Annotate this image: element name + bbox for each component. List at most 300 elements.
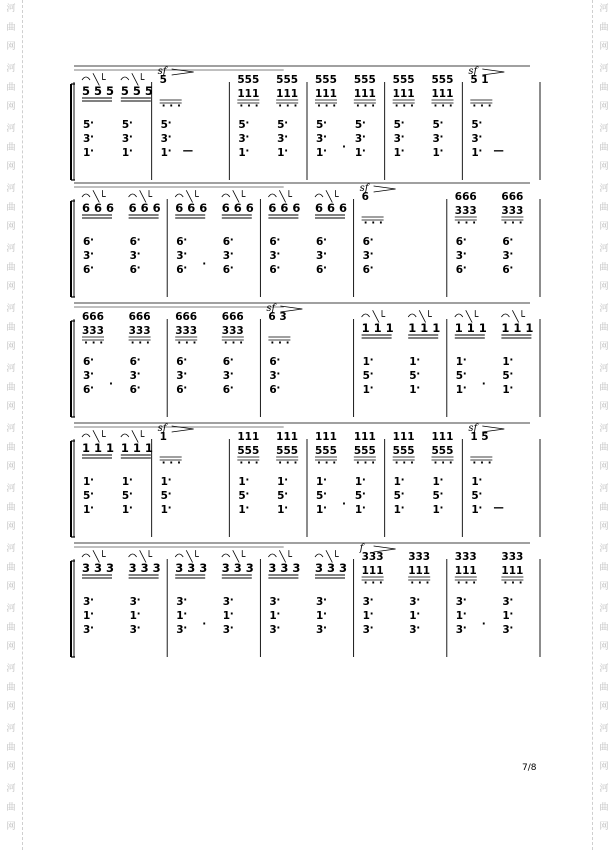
octave-dot: · — [90, 608, 94, 620]
octave-dots: · · · — [433, 100, 453, 112]
dash-mark: — — [493, 502, 504, 514]
lower-note: 5 — [160, 119, 168, 131]
watermark-char: 网 — [6, 162, 16, 172]
slur-mark — [268, 554, 276, 557]
octave-dot: · — [245, 131, 250, 143]
octave-dot: · — [400, 502, 405, 514]
octave-dot: · — [361, 145, 366, 157]
watermark-char: 网 — [6, 822, 16, 832]
lower-note: 3 — [83, 133, 91, 145]
octave-dot: · — [90, 368, 94, 380]
lower-note: 1 — [277, 147, 285, 159]
lower-note: 6 — [455, 264, 464, 276]
lower-note: 3 — [316, 624, 324, 636]
lower-note: 1 — [238, 147, 246, 159]
octave-dot: · — [90, 594, 94, 606]
lower-note: 3 — [83, 370, 91, 382]
lower-note: 1 — [83, 147, 91, 159]
lower-note: 3 — [129, 624, 137, 636]
watermark-char: 曲 — [6, 143, 16, 153]
octave-dot: · — [323, 608, 327, 620]
octave-dot: · — [462, 248, 467, 260]
lower-note: 1 — [502, 384, 510, 396]
rest-dot: · — [202, 618, 207, 630]
lower-note: 3 — [455, 624, 464, 636]
lower-note: 1 — [362, 356, 370, 368]
octave-dot: · — [323, 622, 327, 634]
lower-note: 3 — [222, 370, 231, 382]
octave-dot: · — [369, 354, 374, 366]
lower-note: 6 — [502, 236, 510, 248]
slur-mark — [175, 554, 183, 557]
lower-note: 1 — [238, 476, 246, 488]
octave-dots: · · · — [239, 100, 259, 112]
octave-dots: · · · — [433, 457, 453, 469]
octave-dot: · — [400, 145, 405, 157]
lower-note: 3 — [222, 250, 231, 262]
upper-note-group-top: 333 — [361, 551, 384, 563]
watermark-char: 网 — [599, 702, 609, 712]
lower-note: 6 — [362, 236, 370, 248]
octave-dot: · — [183, 234, 188, 246]
lower-note: 6 — [83, 356, 91, 368]
rest-dot: · — [202, 258, 207, 270]
octave-dot: · — [284, 502, 289, 514]
octave-dot: · — [478, 145, 483, 157]
watermark-char: 曲 — [599, 263, 609, 273]
octave-dot: · — [439, 488, 444, 500]
watermark-char: 曲 — [6, 803, 16, 813]
lower-note: 3 — [362, 624, 370, 636]
lower-note: 1 — [269, 610, 277, 622]
upper-note-group-top: 1 5 — [470, 431, 489, 443]
octave-dot: · — [136, 354, 141, 366]
octave-dot: · — [136, 262, 141, 274]
octave-dot: · — [416, 368, 421, 380]
watermark-char: 网 — [599, 342, 609, 352]
slur-mark — [222, 194, 230, 197]
watermark-char: 曲 — [599, 563, 609, 573]
watermark-char: 河 — [599, 544, 609, 554]
upper-note-group-top: 666 — [501, 191, 524, 203]
lower-note: 3 — [83, 596, 91, 608]
accent-mark: ╲└ — [131, 74, 145, 86]
watermark-char: 河 — [599, 664, 609, 674]
lower-note: 1 — [393, 504, 401, 516]
upper-note-triplet: 6 6 6 — [221, 201, 254, 215]
octave-dot: · — [183, 608, 188, 620]
watermark-char: 网 — [599, 222, 609, 232]
slur-mark — [129, 194, 137, 197]
watermark-char: 曲 — [599, 503, 609, 513]
octave-dot: · — [509, 622, 514, 634]
upper-note-group-bottom: 111 — [237, 88, 260, 100]
octave-dots: · · · — [278, 100, 298, 112]
decrescendo-hairpin — [374, 186, 396, 192]
watermark-char: 曲 — [6, 23, 16, 33]
watermark-char: 河 — [599, 364, 609, 374]
octave-dot: · — [245, 488, 250, 500]
lower-note: 6 — [129, 384, 137, 396]
upper-note-triplet: 3 3 3 — [175, 561, 208, 575]
upper-note-group-bottom: 333 — [128, 325, 151, 337]
upper-note-triplet: 5 5 5 — [82, 84, 115, 98]
accent-mark: ╲└ — [326, 191, 339, 203]
lower-note: 3 — [129, 596, 137, 608]
accent-mark: ╲└ — [139, 551, 153, 563]
octave-dot: · — [323, 594, 327, 606]
octave-dot: · — [416, 608, 421, 620]
octave-dots: · · · — [84, 337, 104, 349]
accent-mark: ╲└ — [465, 311, 479, 323]
lower-note: 1 — [176, 610, 184, 622]
watermark-char: 网 — [6, 222, 16, 232]
upper-note-triplet: 1 1 1 — [454, 321, 487, 335]
octave-dot: · — [90, 234, 94, 246]
octave-dots: · · · — [503, 577, 523, 589]
lower-note: 6 — [176, 384, 184, 396]
slur-mark — [408, 314, 416, 317]
octave-dot: · — [229, 594, 234, 606]
upper-note-group-bottom: 333 — [221, 325, 244, 337]
accent-mark: ╲└ — [419, 311, 432, 323]
upper-note-triplet: 1 1 1 — [120, 441, 153, 455]
upper-note-group-bottom: 333 — [82, 325, 104, 337]
octave-dot: · — [128, 131, 133, 143]
dynamic-mark: f — [359, 543, 364, 554]
upper-note-group-bottom: 111 — [353, 88, 376, 100]
octave-dot: · — [361, 131, 366, 143]
octave-dot: · — [361, 488, 366, 500]
watermark-char: 曲 — [6, 563, 16, 573]
octave-dot: · — [416, 354, 421, 366]
lower-note: 1 — [316, 504, 324, 516]
lower-note: 3 — [362, 596, 370, 608]
lower-note: 3 — [83, 624, 91, 636]
accent-mark: ╲└ — [186, 191, 199, 203]
octave-dot: · — [323, 488, 327, 500]
watermark-char: 曲 — [599, 323, 609, 333]
octave-dot: · — [183, 354, 188, 366]
lower-note: 3 — [455, 596, 464, 608]
octave-dot: · — [183, 594, 188, 606]
lower-note: 5 — [121, 119, 130, 131]
octave-dot: · — [276, 354, 281, 366]
watermark-char: 曲 — [599, 803, 609, 813]
lower-note: 3 — [409, 624, 417, 636]
watermark-char: 河 — [599, 64, 609, 74]
octave-dot: · — [439, 117, 444, 129]
dynamic-mark: sf — [359, 183, 369, 194]
octave-dot: · — [478, 502, 483, 514]
octave-dot: · — [416, 622, 421, 634]
upper-note-group-top: 555 — [353, 74, 376, 86]
lower-note: 6 — [269, 264, 277, 276]
accent-mark: ╲└ — [93, 74, 106, 86]
upper-note-group-bottom: 555 — [431, 445, 454, 457]
watermark-char: 河 — [6, 724, 16, 734]
octave-dot: · — [276, 262, 281, 274]
octave-dot: · — [245, 502, 250, 514]
upper-note-group-top: 333 — [501, 551, 524, 563]
octave-dots: · · · — [270, 337, 290, 349]
upper-note-triplet: 3 3 3 — [82, 561, 115, 575]
lower-note: 5 — [471, 119, 479, 131]
lower-note: 3 — [432, 133, 440, 145]
octave-dot: · — [323, 145, 327, 157]
watermark-char: 河 — [6, 304, 16, 314]
lower-note: 6 — [316, 236, 324, 248]
slur-mark — [222, 554, 230, 557]
lower-note: 3 — [316, 250, 324, 262]
octave-dot: · — [478, 474, 483, 486]
upper-note-group-bottom: 111 — [454, 565, 477, 577]
octave-dot: · — [245, 474, 250, 486]
watermark-char: 河 — [6, 664, 16, 674]
watermark-char: 网 — [599, 282, 609, 292]
octave-dot: · — [509, 608, 514, 620]
watermark-char: 网 — [6, 582, 16, 592]
lower-note: 5 — [502, 370, 510, 382]
lower-note: 5 — [393, 490, 401, 502]
lower-note: 6 — [176, 264, 184, 276]
octave-dots: · · · — [317, 457, 337, 469]
lower-note: 1 — [455, 384, 464, 396]
watermark-char: 网 — [599, 42, 609, 52]
lower-note: 1 — [160, 504, 168, 516]
watermark-char: 曲 — [6, 383, 16, 393]
watermark-char: 曲 — [599, 743, 609, 753]
watermark-char: 河 — [599, 604, 609, 614]
upper-note-group-top: 555 — [276, 74, 299, 86]
accent-mark: ╲└ — [93, 551, 106, 563]
upper-note-group-top: 555 — [392, 74, 415, 86]
octave-dot: · — [229, 354, 234, 366]
octave-dot: · — [167, 488, 172, 500]
octave-dot: · — [90, 354, 94, 366]
lower-note: 3 — [455, 250, 464, 262]
octave-dot: · — [369, 622, 374, 634]
octave-dot: · — [509, 248, 514, 260]
watermark-char: 曲 — [6, 743, 16, 753]
upper-note-group-bottom: 555 — [237, 445, 260, 457]
lower-note: 1 — [362, 384, 370, 396]
upper-note-triplet: 6 6 6 — [315, 201, 348, 215]
watermark-char: 网 — [6, 462, 16, 472]
octave-dot: · — [90, 117, 94, 129]
lower-note: 3 — [269, 250, 277, 262]
lower-note: 3 — [269, 624, 277, 636]
watermark-char: 曲 — [6, 443, 16, 453]
lower-note: 1 — [432, 476, 440, 488]
lower-note: 3 — [471, 133, 479, 145]
octave-dot: · — [439, 502, 444, 514]
lower-note: 3 — [83, 250, 91, 262]
octave-dot: · — [462, 594, 467, 606]
watermark-char: 网 — [599, 102, 609, 112]
octave-dot: · — [323, 248, 327, 260]
octave-dot: · — [90, 382, 94, 394]
upper-note-group-top: 5 1 — [470, 74, 489, 86]
octave-dots: · · · — [355, 457, 376, 469]
watermark-char: 曲 — [599, 623, 609, 633]
octave-dot: · — [183, 622, 188, 634]
lower-note: 6 — [83, 236, 91, 248]
slur-mark — [175, 194, 183, 197]
octave-dot: · — [439, 131, 444, 143]
octave-dot: · — [90, 131, 94, 143]
upper-note-group-top: 111 — [431, 431, 454, 443]
watermark-char: 河 — [6, 424, 16, 434]
octave-dot: · — [323, 117, 327, 129]
octave-dot: · — [478, 488, 483, 500]
lower-note: 1 — [222, 610, 231, 622]
lower-note: 1 — [129, 610, 137, 622]
rest-dot: · — [342, 141, 346, 153]
octave-dot: · — [276, 248, 281, 260]
octave-dot: · — [509, 354, 514, 366]
lower-note: 6 — [362, 264, 370, 276]
lower-note: 5 — [277, 490, 285, 502]
watermark-char: 河 — [599, 304, 609, 314]
octave-dot: · — [509, 262, 514, 274]
octave-dot: · — [90, 488, 94, 500]
accent-mark: ╲└ — [232, 191, 246, 203]
lower-note: 1 — [354, 504, 363, 516]
octave-dots: · · · — [239, 457, 259, 469]
watermark-char: 河 — [6, 484, 16, 494]
watermark-char: 河 — [6, 124, 16, 134]
upper-note-triplet: 1 1 1 — [408, 321, 441, 335]
watermark-char: 曲 — [6, 623, 16, 633]
lower-note: 5 — [316, 119, 324, 131]
lower-note: 1 — [502, 610, 510, 622]
slur-mark — [121, 77, 129, 80]
upper-note-group-bottom: 555 — [315, 445, 337, 457]
octave-dot: · — [245, 117, 250, 129]
octave-dot: · — [509, 368, 514, 380]
watermark-char: 曲 — [6, 323, 16, 333]
upper-note-group-top: 111 — [353, 431, 376, 443]
lower-note: 3 — [269, 370, 277, 382]
octave-dot: · — [128, 145, 133, 157]
upper-note-group-top: 333 — [454, 551, 477, 563]
accent-mark: ╲└ — [139, 191, 153, 203]
octave-dot: · — [400, 474, 405, 486]
octave-dots: · · · — [363, 577, 383, 589]
octave-dots: · · · — [456, 577, 477, 589]
upper-note-triplet: 1 1 1 — [501, 321, 534, 335]
upper-note-group-bottom: 111 — [361, 565, 384, 577]
octave-dot: · — [284, 474, 289, 486]
octave-dot: · — [229, 622, 234, 634]
accent-mark: ╲└ — [232, 551, 246, 563]
octave-dot: · — [400, 131, 405, 143]
octave-dot: · — [369, 594, 374, 606]
octave-dots: · · · — [355, 100, 376, 112]
upper-note-group-top: 111 — [237, 431, 260, 443]
upper-note-group-top: 555 — [431, 74, 454, 86]
upper-note-group-top: 333 — [408, 551, 431, 563]
octave-dots: · · · — [363, 217, 383, 229]
watermark-char: 河 — [6, 784, 16, 794]
lower-note: 6 — [269, 384, 277, 396]
lower-note: 3 — [176, 596, 184, 608]
lower-note: 5 — [83, 490, 91, 502]
watermark-char: 曲 — [6, 503, 16, 513]
lower-note: 1 — [455, 610, 464, 622]
octave-dot: · — [369, 234, 374, 246]
octave-dot: · — [400, 488, 405, 500]
octave-dot: · — [509, 234, 514, 246]
lower-note: 1 — [238, 504, 246, 516]
octave-dot: · — [90, 502, 94, 514]
octave-dot: · — [167, 474, 172, 486]
dynamic-mark: sf — [468, 423, 478, 434]
upper-note-group-bottom: 555 — [392, 445, 415, 457]
octave-dot: · — [361, 474, 366, 486]
slur-mark — [315, 554, 323, 557]
octave-dot: · — [276, 234, 281, 246]
upper-note-group-top: 111 — [276, 431, 299, 443]
watermark-char: 网 — [599, 582, 609, 592]
rest-dot: · — [109, 378, 113, 390]
lower-note: 1 — [160, 476, 168, 488]
octave-dot: · — [229, 382, 234, 394]
watermark-char: 网 — [599, 642, 609, 652]
watermark-char: 网 — [599, 762, 609, 772]
upper-note-triplet: 6 6 6 — [175, 201, 208, 215]
octave-dot: · — [229, 262, 234, 274]
lower-note: 1 — [362, 610, 370, 622]
octave-dot: · — [183, 382, 188, 394]
upper-note-group-bottom: 111 — [315, 88, 337, 100]
octave-dot: · — [128, 502, 133, 514]
upper-note-group-top: 111 — [315, 431, 337, 443]
octave-dot: · — [369, 368, 374, 380]
watermark-char: 网 — [6, 42, 16, 52]
octave-dot: · — [183, 262, 188, 274]
octave-dot: · — [128, 117, 133, 129]
watermark-char: 河 — [6, 244, 16, 254]
slur-mark — [82, 194, 90, 197]
lower-note: 1 — [354, 147, 363, 159]
octave-dot: · — [369, 608, 374, 620]
watermark-char: 曲 — [599, 23, 609, 33]
octave-dot: · — [284, 488, 289, 500]
lower-note: 3 — [160, 133, 168, 145]
lower-note: 1 — [316, 476, 324, 488]
octave-dots: · · · — [394, 100, 414, 112]
octave-dots: · · · — [503, 217, 523, 229]
watermark-char: 河 — [599, 424, 609, 434]
lower-note: 6 — [269, 356, 277, 368]
octave-dot: · — [369, 382, 374, 394]
lower-note: 6 — [129, 236, 137, 248]
slur-mark — [501, 314, 509, 317]
octave-dot: · — [509, 382, 514, 394]
octave-dot: · — [90, 474, 94, 486]
lower-note: 6 — [316, 264, 324, 276]
slur-mark — [82, 434, 90, 437]
octave-dots: · · · — [394, 457, 414, 469]
watermark-char: 曲 — [599, 83, 609, 93]
octave-dot: · — [462, 234, 467, 246]
accent-mark: ╲└ — [131, 431, 145, 443]
octave-dots: · · · — [177, 337, 197, 349]
dash-mark: — — [493, 145, 504, 157]
rest-dot: · — [481, 618, 486, 630]
